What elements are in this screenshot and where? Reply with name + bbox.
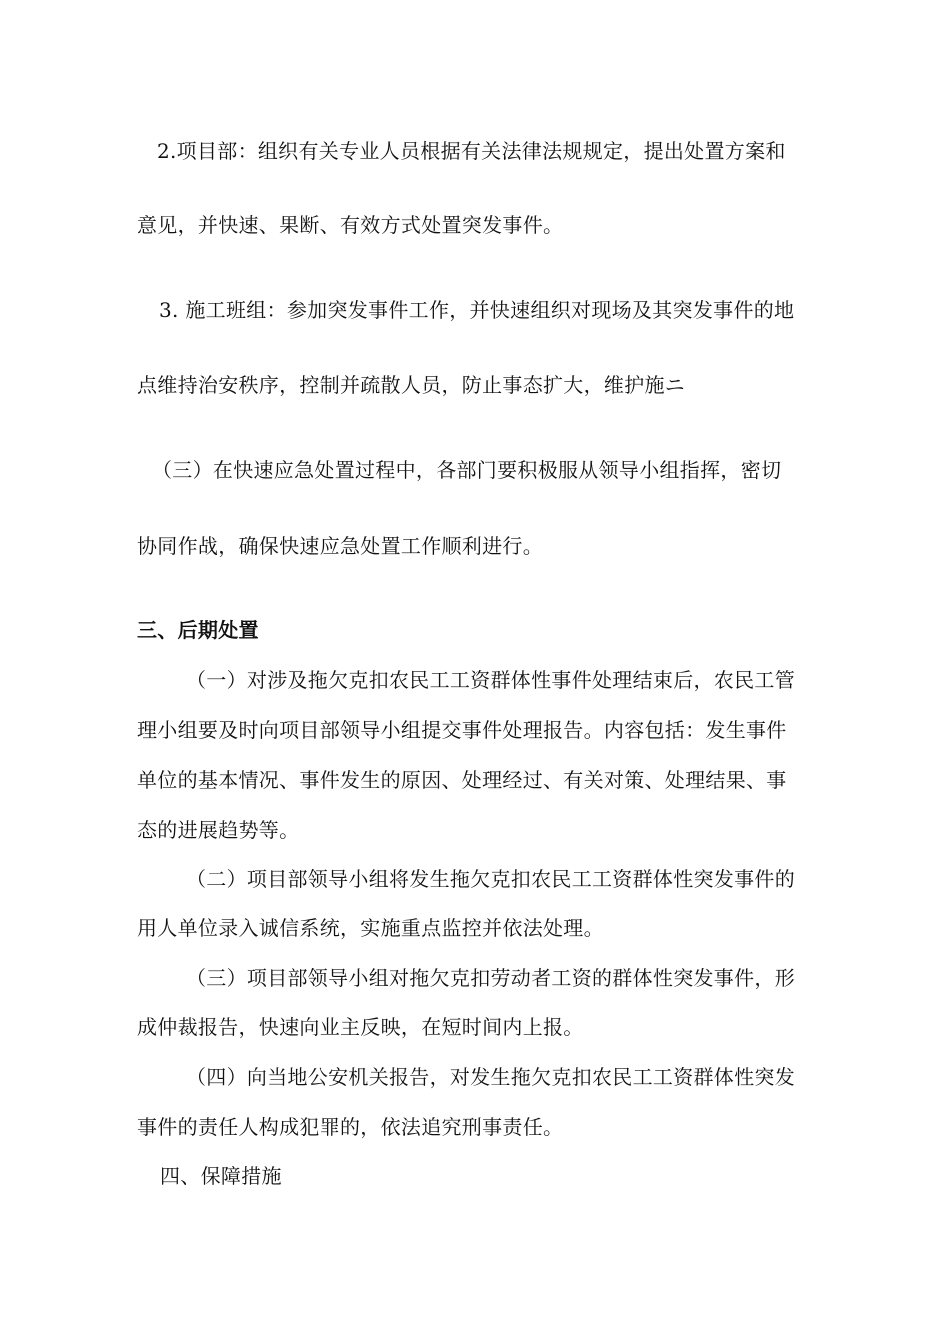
paragraph-line: 2.项目部：组织有关专业人员根据有关法律法规规定，提出处置方案和: [157, 139, 786, 163]
paragraph-line: 3. 施工班组：参加突发事件工作，并快速组织对现场及其突发事件的地: [159, 298, 795, 322]
paragraph-line: 意见，并快速、果断、有效方式处置突发事件。: [137, 213, 564, 237]
section-heading: 三、后期处置: [137, 618, 259, 642]
paragraph-line: 点维持治安秩序，控制并疏散人员，防止事态扩大，维护施ニ: [137, 373, 686, 397]
paragraph-line: 用人单位录入诚信系统，实施重点监控并依法处理。: [137, 916, 604, 940]
paragraph-line: 理小组要及时向项目部领导小组提交事件处理报告。内容包括：发生事件: [137, 718, 787, 742]
paragraph-line: 态的进展趋势等。: [137, 818, 300, 842]
paragraph-line: （三）在快速应急处置过程中，各部门要积极服从领导小组指挥，密切: [152, 458, 782, 482]
paragraph-line: （二）项目部领导小组将发生拖欠克扣农民工工资群体性突发事件的: [186, 867, 795, 891]
paragraph-line: 单位的基本情况、事件发生的原因、处理经过、有关对策、处理结果、事: [137, 768, 787, 792]
paragraph-line: （三）项目部领导小组对拖欠克扣劳动者工资的群体性突发事件，形: [186, 966, 795, 990]
section-heading: 四、保障措施: [160, 1164, 282, 1188]
paragraph-line: 协同作战，确保快速应急处置工作顺利进行。: [137, 534, 543, 558]
paragraph-line: （一）对涉及拖欠克扣农民工工资群体性事件处理结束后，农民工管: [186, 668, 795, 692]
paragraph-line: 成仲裁报告，快速向业主反映，在短时间内上报。: [137, 1015, 584, 1039]
paragraph-line: 事件的责任人构成犯罪的，依法追究刑事责任。: [137, 1115, 564, 1139]
paragraph-line: （四）向当地公安机关报告，对发生拖欠克扣农民工工资群体性突发: [186, 1065, 795, 1089]
